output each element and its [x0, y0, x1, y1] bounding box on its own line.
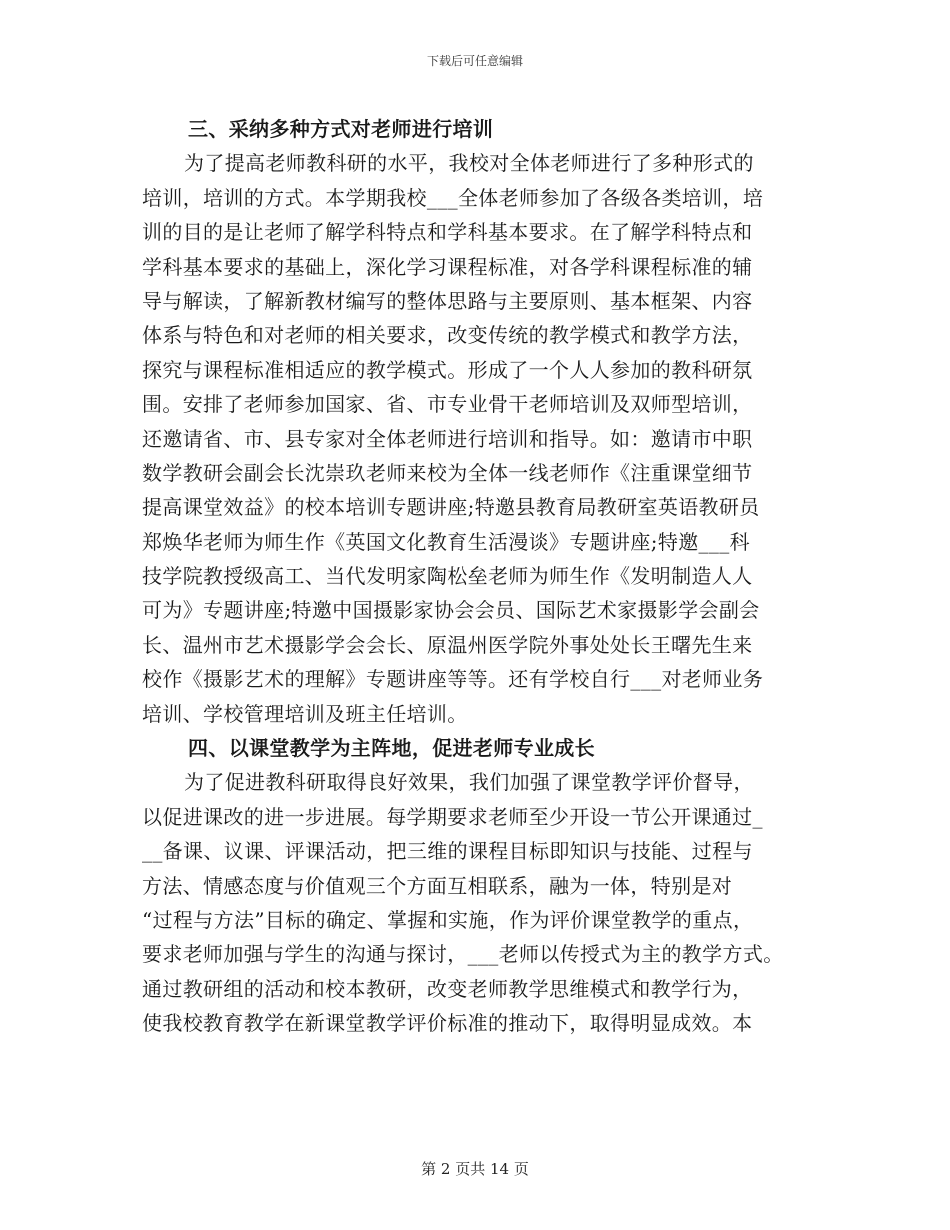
- paragraph-line: 提高课堂效益》的校本培训专题讲座;特邀县教育局教研室英语教研员: [142, 495, 760, 520]
- paragraph-line: 导与解读，了解新教材编写的整体思路与主要原则、基本框架、内容: [142, 288, 753, 313]
- paragraph-line: 为了提高老师教科研的水平，我校对全体老师进行了多种形式的: [184, 151, 754, 176]
- paragraph-line: 培训、学校管理培训及班主任培训。: [142, 701, 468, 726]
- paragraph-line: 数学教研会副会长沈崇玖老师来校为全体一线老师作《注重课堂细节: [142, 460, 753, 485]
- paragraph-line: 还邀请省、市、县专家对全体老师进行培训和指导。如：邀请市中职: [142, 426, 753, 451]
- page-footer: 第 2 页共 14 页: [421, 1160, 529, 1178]
- paragraph-line: 可为》专题讲座;特邀中国摄影家协会会员、国际艺术家摄影学会副会: [142, 598, 760, 623]
- paragraph-line: “过程与方法”目标的确定、掌握和实施，作为评价课堂教学的重点，: [142, 907, 754, 932]
- paragraph-line: 学科基本要求的基础上，深化学习课程标准，对各学科课程标准的辅: [142, 254, 753, 279]
- paragraph-line: 使我校教育教学在新课堂教学评价标准的推动下，取得明显成效。本: [142, 1011, 753, 1036]
- document-body: [142, 112, 822, 1041]
- paragraph-line: 围。安排了老师参加国家、省、市专业骨干老师培训及双师型培训，: [142, 392, 753, 417]
- paragraph-line: 长、温州市艺术摄影学会会长、原温州医学院外事处处长王曙先生来: [142, 632, 753, 657]
- paragraph-line: 要求老师加强与学生的沟通与探讨，___老师以传授式为主的教学方式。: [142, 942, 784, 967]
- paragraph-line: 体系与特色和对老师的相关要求，改变传统的教学模式和教学方法，: [142, 323, 753, 348]
- paragraph-line: 为了促进教科研取得良好效果，我们加强了课堂教学评价督导，: [184, 770, 754, 795]
- paragraph-line: 以促进课改的进一步进展。每学期要求老师至少开设一节公开课通过_: [142, 804, 763, 829]
- paragraph-line: 训的目的是让老师了解学科特点和学科基本要求。在了解学科特点和: [142, 220, 753, 245]
- paragraph-line: 校作《摄影艺术的理解》专题讲座等等。还有学校自行___对老师业务: [142, 667, 764, 692]
- paragraph-line: 培训，培训的方式。本学期我校___全体老师参加了各级各类培训，培: [142, 185, 764, 210]
- paragraph-line: 方法、情感态度与价值观三个方面互相联系，融为一体，特别是对: [142, 873, 733, 898]
- page-header: 下载后可任意编辑: [426, 54, 523, 68]
- section-heading: 四、以课堂教学为主阵地，促进老师专业成长: [188, 736, 595, 761]
- section-heading: 三、采纳多种方式对老师进行培训: [188, 117, 494, 141]
- paragraph-line: 技学院教授级高工、当代发明家陶松垒老师为师生作《发明制造人人: [142, 564, 753, 589]
- paragraph-line: 探究与课程标准相适应的教学模式。形成了一个人人参加的教科研氛: [142, 357, 753, 382]
- paragraph-line: 郑焕华老师为师生作《英国文化教育生活漫谈》专题讲座;特邀___科: [142, 529, 750, 554]
- paragraph-line: __备课、议课、评课活动，把三维的课程目标即知识与技能、过程与: [142, 839, 753, 864]
- paragraph-line: 通过教研组的活动和校本教研，改变老师教学思维模式和教学行为，: [142, 976, 753, 1001]
